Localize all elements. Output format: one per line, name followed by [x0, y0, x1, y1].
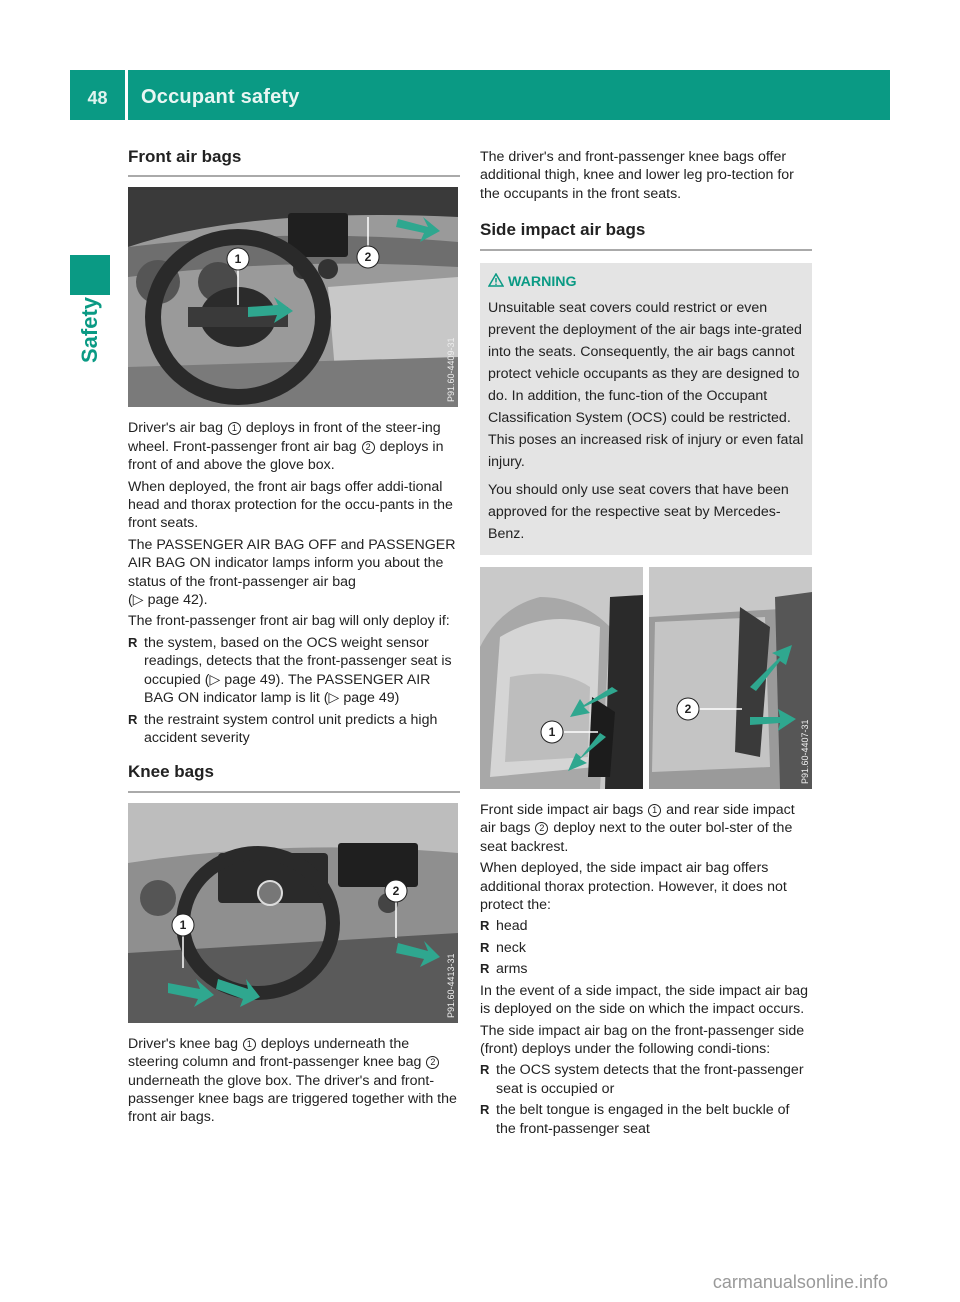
- front-figure-callout-2: 2: [364, 250, 372, 265]
- side-tab-marker: [70, 255, 110, 295]
- knee-figure-code: P91.60-4413-31: [446, 953, 456, 1018]
- side-conditions-list: [480, 1061, 812, 1138]
- callout-ref-1: 1: [648, 804, 661, 817]
- side-airbags-figure: [480, 567, 812, 789]
- section-title-side-airbags: Side impact air bags: [480, 221, 812, 250]
- knee-p1: Driver's knee bag 1 deploys underneath the steering column and front-passenger knee bag 2 underneath the glove box. The driver's and front-passenger knee bags are triggered together with the front air bags.: [128, 1035, 457, 1126]
- side-figure-callout-2: 2: [684, 702, 692, 717]
- callout-ref-2: 2: [426, 1056, 439, 1069]
- right-column: [480, 148, 812, 1141]
- list-item: R neck: [480, 939, 526, 956]
- callout-ref-2: 2: [535, 822, 548, 835]
- list-item: R head: [480, 918, 528, 935]
- knee-bags-figure: [128, 803, 458, 1023]
- side-not-protected-list: [480, 917, 812, 978]
- page-title: Occupant safety: [141, 86, 300, 108]
- callout-ref-2: 2: [362, 441, 375, 454]
- front-figure-code: P91.60-4409-31: [446, 337, 456, 403]
- side-p3: In the event of a side impact, the side impact air bag is deployed on the side on which the impact occurs.: [480, 982, 809, 1018]
- warning-triangle-icon: [488, 273, 504, 287]
- list-item: R the restraint system control unit predicts a high accident severity: [128, 711, 438, 746]
- list-item: R the OCS system detects that the front-passenger seat is occupied or: [480, 1062, 804, 1097]
- knee-figure-callout-1: 1: [179, 917, 187, 932]
- watermark: carmanualsonline.info: [712, 1272, 888, 1292]
- list-item: R the belt tongue is engaged in the belt buckle of the front-passenger seat: [480, 1102, 790, 1137]
- front-airbags-figure: [128, 187, 458, 407]
- callout-ref-1: 1: [228, 422, 241, 435]
- front-conditions-list: [128, 634, 460, 747]
- page-ref-link[interactable]: (▷ page 42).: [128, 592, 208, 609]
- front-p2: When deployed, the front air bags offer addi-tional head and thorax protection for the occu-pants in the front seats.: [128, 478, 453, 532]
- side-figure-callout-1: 1: [548, 725, 556, 740]
- list-item: R arms: [480, 961, 528, 978]
- front-p3: The PASSENGER AIR BAG OFF and PASSENGER AIR BAG ON indicator lamps inform you about the status of the front-passenger air bag (▷ page 42).: [128, 536, 456, 609]
- side-p4: The side impact air bag on the front-passenger side (front) deploys under the following condi-tions:: [480, 1022, 805, 1057]
- side-figure-code: P91.60-4407-31: [800, 719, 810, 785]
- front-p4: The front-passenger front air bag will only deploy if:: [128, 613, 450, 630]
- warning-heading: WARNING: [488, 273, 804, 291]
- knee-figure-callout-2: 2: [392, 883, 400, 898]
- knee-intro-continued: The driver's and front-passenger knee bags offer additional thigh, knee and lower leg pro-tection for the occupants in the front seats.: [480, 149, 794, 202]
- page-number: 48: [87, 88, 108, 108]
- front-figure-callout-1: 1: [234, 252, 242, 267]
- header-divider: [125, 70, 128, 120]
- side-p1: Front side impact air bags 1 and rear side impact air bags 2 deploy next to the outer bol-ster of the seat backrest.: [480, 802, 795, 855]
- side-p2: When deployed, the side impact air bag offers additional thorax protection. However, it does not protect the:: [480, 860, 787, 914]
- callout-ref-1: 1: [243, 1038, 256, 1051]
- warning-box: [480, 263, 812, 555]
- section-title-knee-bags: Knee bags: [128, 763, 460, 792]
- section-title-front-airbags: Front air bags: [128, 148, 460, 177]
- side-tab-label: Safety: [77, 296, 102, 364]
- front-p1: Driver's air bag 1 deploys in front of the steer-ing wheel. Front-passenger front air bag 2 deploys in front of and above the glove box.: [128, 420, 444, 474]
- left-column: [128, 148, 460, 1130]
- warning-p2: You should only use seat covers that have been approved for the respective seat by Mercedes-Benz.: [488, 482, 789, 543]
- warning-p1: Unsuitable seat covers could restrict or even prevent the deployment of the air bags inte-grated into the seats. Consequently, the air bags cannot protect vehicle occupants as they are designed to do. In addition, the func-tion of the Occupant Classification System (OCS) could be restricted. This poses an increased risk of injury or even fatal injury.: [488, 300, 804, 471]
- list-item: R the system, based on the OCS weight sensor readings, detects that the front-passenger seat is occupied (▷ page 49). The PASSENGER AIR BAG ON indicator lamp is lit (▷ page 49): [128, 634, 452, 707]
